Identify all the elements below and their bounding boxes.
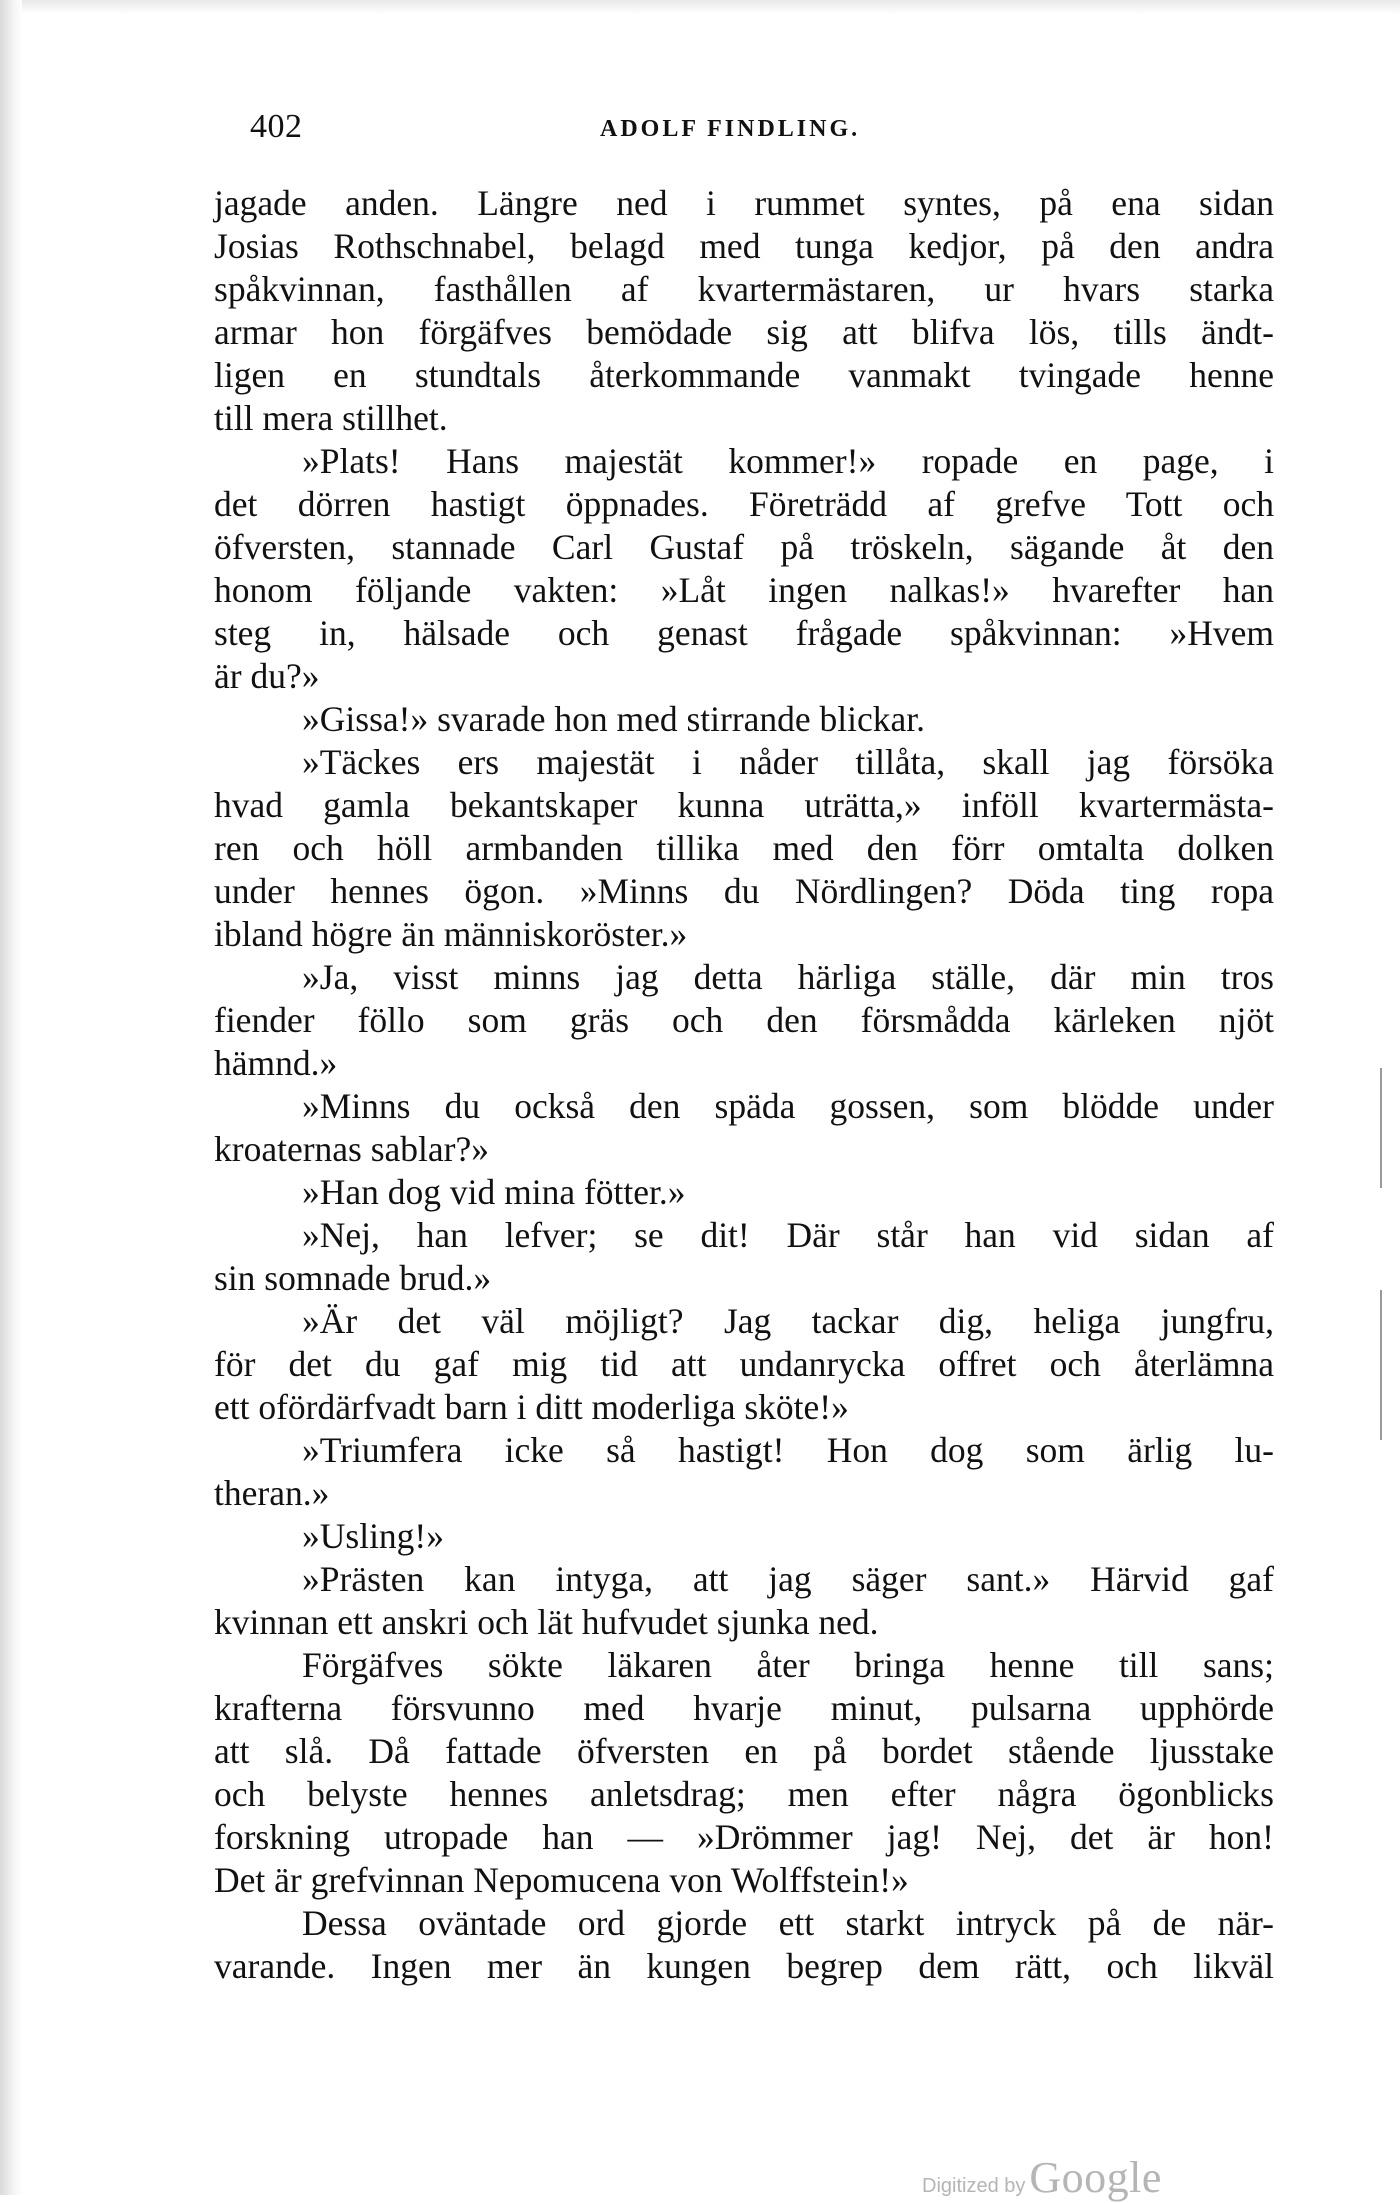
text-line: jagade anden. Längre ned i rummet syntes, på ena sidan (214, 183, 1274, 223)
text-line: det dörren hastigt öppnades. Företrädd af grefve Tott och (214, 484, 1274, 524)
text-line: hämnd.» (214, 1043, 338, 1083)
text-line: »Täckes ers majestät i nåder tillåta, skall jag försöka (302, 742, 1274, 782)
google-logo: Google (1029, 2153, 1162, 2202)
body-text (214, 182, 1274, 1988)
text-line: theran.» (214, 1473, 330, 1513)
text-line: till mera stillhet. (214, 398, 448, 438)
margin-rule (1380, 1068, 1382, 1188)
text-line: och belyste hennes anletsdrag; men efter några ögonblicks (214, 1774, 1274, 1814)
running-head (250, 108, 1280, 152)
text-line: under hennes ögon. »Minns du Nördlingen? Döda ting ropa (214, 871, 1274, 911)
text-line: »Prästen kan intyga, att jag säger sant.» Härvid gaf (302, 1559, 1274, 1599)
text-line: ett ofördärfvadt barn i ditt moderliga sköte!» (214, 1387, 849, 1427)
text-line: forskning utropade han — »Drömmer jag! Nej, det är hon! (214, 1817, 1274, 1857)
text-line: ibland högre än människoröster.» (214, 914, 688, 954)
text-line: »Gissa!» svarade hon med stirrande blickar. (302, 699, 926, 739)
margin-rule (1380, 1290, 1382, 1440)
running-title: ADOLF FINDLING. (600, 116, 861, 142)
watermark-prefix: Digitized by (922, 2175, 1026, 2197)
text-line: spåkvinnan, fasthållen af kvartermästaren, ur hvars starka (214, 269, 1274, 309)
google-watermark (922, 2152, 1162, 2202)
text-line: öfversten, stannade Carl Gustaf på tröskeln, sägande åt den (214, 527, 1274, 567)
text-line: »Plats! Hans majestät kommer!» ropade en page, i (302, 441, 1274, 481)
text-line: Dessa oväntade ord gjorde ett starkt intryck på de när- (302, 1903, 1274, 1943)
text-line: är du?» (214, 656, 320, 696)
text-line: kroaternas sablar?» (214, 1129, 489, 1169)
text-line: »Ja, visst minns jag detta härliga ställe, där min tros (302, 957, 1274, 997)
text-line: ligen en stundtals återkommande vanmakt tvingade henne (214, 355, 1274, 395)
text-line: armar hon förgäfves bemödade sig att blifva lös, tills ändt- (214, 312, 1274, 352)
text-line: varande. Ingen mer än kungen begrep dem rätt, och likväl (214, 1946, 1274, 1986)
text-line: ren och höll armbanden tillika med den förr omtalta dolken (214, 828, 1274, 868)
text-line: krafterna försvunno med hvarje minut, pulsarna upphörde (214, 1688, 1274, 1728)
text-line: »Han dog vid mina fötter.» (302, 1172, 686, 1212)
page-number: 402 (250, 108, 303, 145)
text-line: Josias Rothschnabel, belagd med tunga kedjor, på den andra (214, 226, 1274, 266)
scan-edge-left (0, 0, 22, 2195)
text-line: kvinnan ett anskri och lät hufvudet sjunka ned. (214, 1602, 879, 1642)
text-line: att slå. Då fattade öfversten en på bordet stående ljusstake (214, 1731, 1274, 1771)
text-line: honom följande vakten: »Låt ingen nalkas!» hvarefter han (214, 570, 1274, 610)
text-line: »Usling!» (302, 1516, 444, 1556)
text-line: hvad gamla bekantskaper kunna uträtta,» inföll kvartermästa- (214, 785, 1274, 825)
text-line: för det du gaf mig tid att undanrycka offret och återlämna (214, 1344, 1274, 1384)
text-line: Det är grefvinnan Nepomucena von Wolffstein!» (214, 1860, 909, 1900)
text-line: steg in, hälsade och genast frågade spåkvinnan: »Hvem (214, 613, 1274, 653)
text-line: fiender föllo som gräs och den försmådda kärleken njöt (214, 1000, 1274, 1040)
text-line: »Triumfera icke så hastigt! Hon dog som ärlig lu- (302, 1430, 1274, 1470)
text-line: »Minns du också den späda gossen, som blödde under (302, 1086, 1274, 1126)
text-line: »Nej, han lefver; se dit! Där står han vid sidan af (302, 1215, 1274, 1255)
scan-edge-top (0, 0, 1400, 14)
text-line: »Är det väl möjligt? Jag tackar dig, heliga jungfru, (302, 1301, 1274, 1341)
text-line: Förgäfves sökte läkaren åter bringa henne till sans; (302, 1645, 1274, 1685)
text-line: sin somnade brud.» (214, 1258, 492, 1298)
